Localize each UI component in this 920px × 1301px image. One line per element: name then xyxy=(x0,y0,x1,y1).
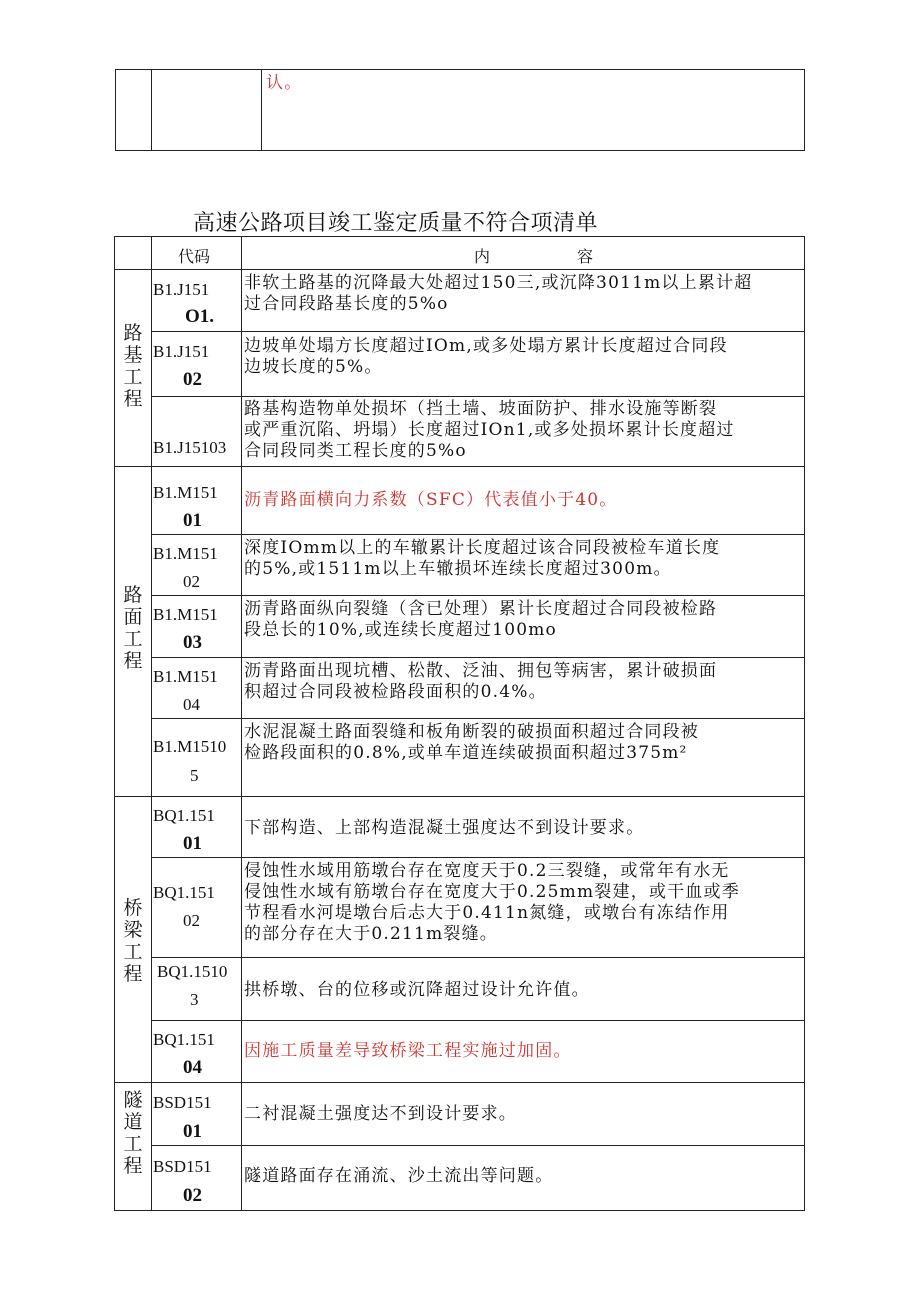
row-code-line2: 04 xyxy=(183,695,200,714)
row-code-line2: 02 xyxy=(183,911,200,930)
row-code-line2: 01 xyxy=(183,1121,202,1142)
row-code-line2: B1.J15103 xyxy=(153,438,227,457)
row-code-line1: B1.J151 xyxy=(153,342,210,361)
row-code-line1: BQ1.151 xyxy=(153,806,215,825)
row-code-line2: 03 xyxy=(183,632,202,653)
row-content: 水泥混凝土路面裂缝和板角断裂的破损面积超过合同段被 检路段面积的0.8%,或单车道连续破损面积超过375m² xyxy=(244,722,699,763)
row-code-line1: B1.M1510 xyxy=(153,737,227,756)
row-content: 因施工质量差导致桥梁工程实施过加固。 xyxy=(244,1041,572,1061)
row-code-line1: BQ1.1510 xyxy=(157,962,228,981)
header-content-right: 容 xyxy=(577,247,594,266)
row-code-line2: 02 xyxy=(183,572,200,591)
row-content: 沥青路面横向力系数（SFC）代表值小于40。 xyxy=(244,490,618,510)
category-tunnel: 隧 道 工 程 xyxy=(123,1089,143,1177)
page-title: 高速公路项目竣工鉴定质量不符合项清单 xyxy=(193,211,599,236)
header-code: 代码 xyxy=(178,247,211,266)
row-content: 沥青路面出现坑槽、松散、泛油、拥包等病害，累计破损面 积超过合同段被检路段面积的0.4%。 xyxy=(244,661,718,702)
row-content: 路基构造物单处损坏（挡土墙、坡面防护、排水设施等断裂 或严重沉陷、坍塌）长度超过IOn1,或多处损坏累计长度超过 合同段同类工程长度的5%o xyxy=(244,399,735,461)
row-content: 拱桥墩、台的位移或沉降超过设计允许值。 xyxy=(244,980,590,1000)
row-code-line1: B1.M151 xyxy=(153,483,218,502)
row-code-line2: 01 xyxy=(183,510,202,531)
row-code-line1: BSD151 xyxy=(153,1157,212,1176)
row-content: 沥青路面纵向裂缝（含已处理）累计长度超过合同段被检路 段总长的10%,或连续长度超过100mo xyxy=(244,599,718,640)
row-content: 二衬混凝土强度达不到设计要求。 xyxy=(244,1104,517,1124)
row-content: 非软土路基的沉降最大处超过150三,或沉降3011m以上累计超 过合同段路基长度的5%o xyxy=(244,273,753,314)
row-code-line2: O1. xyxy=(185,306,215,327)
row-code-line1: BQ1.151 xyxy=(153,883,215,902)
row-content: 下部构造、上部构造混凝土强度达不到设计要求。 xyxy=(244,818,645,838)
row-code-line2: 01 xyxy=(183,833,202,854)
row-code-line2: 02 xyxy=(183,1185,202,1206)
top-table xyxy=(115,69,805,151)
row-content: 侵蚀性水域用筋墩台存在宽度天于0.2三裂缝，或常年有水无 侵蚀性水域有筋墩台存在宽度大于0.25mm裂建，或干血或季 节程看水河堤墩台后忐大于0.411n氮缝，或墩台有冻结作用 的部分存在大于0.211m裂缝。 xyxy=(244,861,740,944)
category-pavement: 路 面 工 程 xyxy=(123,584,143,672)
row-code-line2: 5 xyxy=(190,766,199,785)
row-code-line2: 02 xyxy=(183,369,202,390)
row-code-line1: B1.M151 xyxy=(153,667,218,686)
row-code-line1: B1.M151 xyxy=(153,544,218,563)
row-code-line1: BSD151 xyxy=(153,1093,212,1112)
row-code-line2: 04 xyxy=(183,1057,202,1078)
row-code-line1: B1.M151 xyxy=(153,605,218,624)
category-bridge: 桥 梁 工 程 xyxy=(123,897,143,985)
row-content: 边坡单处塌方长度超过IOm,或多处塌方累计长度超过合同段 边坡长度的5%。 xyxy=(244,336,728,377)
top-table-content: 认。 xyxy=(266,73,303,93)
row-code-line2: 3 xyxy=(190,990,199,1009)
row-content: 深度IOmm以上的车辙累计长度超过该合同段被检车道长度 的5%,或1511m以上车辙损坏连续长度超过300m。 xyxy=(244,538,721,579)
row-code-line1: BQ1.151 xyxy=(153,1030,215,1049)
header-content-left: 内 xyxy=(474,247,491,266)
row-code-line1: B1.J151 xyxy=(153,280,210,299)
category-roadbed: 路 基 工 程 xyxy=(123,322,143,410)
row-content: 隧道路面存在涌流、沙土流出等问题。 xyxy=(244,1166,554,1186)
